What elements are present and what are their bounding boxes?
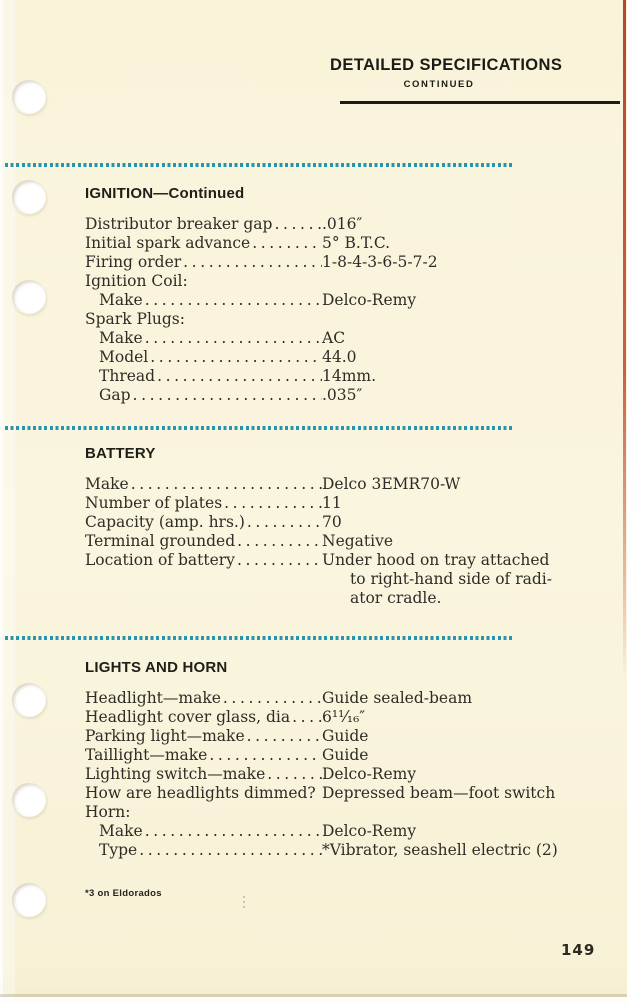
spec-value: Delco-Remy — [322, 291, 417, 309]
spec-row — [85, 708, 577, 727]
spec-label: Headlight—make — [85, 689, 221, 707]
spec-group-row — [85, 272, 577, 291]
spec-row — [85, 329, 577, 348]
section-lights-and-horn — [85, 658, 577, 860]
page-header — [330, 56, 563, 90]
spec-value: Delco-Remy — [322, 822, 417, 840]
spec-label: Thread — [99, 367, 156, 385]
binding-hole — [12, 80, 46, 114]
spec-rows — [85, 215, 577, 405]
spec-value: 70 — [322, 513, 342, 531]
spec-label: Type — [99, 841, 138, 859]
spec-label: Lighting switch—make — [85, 765, 266, 783]
spec-label: Initial spark advance — [85, 234, 251, 252]
spec-value: Depressed beam—foot switch — [322, 784, 556, 802]
spec-row — [85, 532, 577, 551]
spec-label: Taillight—make — [85, 746, 208, 764]
leader-dots — [145, 822, 322, 841]
spec-row — [85, 494, 577, 513]
leader-dots — [237, 532, 322, 551]
spec-label: Headlight cover glass, dia — [85, 708, 291, 726]
spec-value: *Vibrator, seashell electric (2) — [322, 841, 558, 859]
leader-dots — [133, 386, 322, 405]
leader-dots — [209, 746, 322, 765]
page-left-edge — [0, 0, 3, 1005]
spec-label: Horn: — [85, 803, 131, 821]
section-title-lights-and-horn: LIGHTS AND HORN — [85, 659, 228, 676]
leader-dots — [274, 215, 322, 234]
page-title: DETAILED SPECIFICATIONS — [330, 56, 563, 74]
spec-label: Gap — [99, 386, 131, 404]
page-subtitle: CONTINUED — [403, 79, 475, 90]
binding-hole — [12, 783, 46, 817]
leader-dots — [145, 329, 322, 348]
spec-label: Make — [99, 329, 143, 347]
spec-value: 6¹¹⁄₁₆″ — [322, 708, 366, 726]
leader-dots — [157, 367, 322, 386]
dotted-divider — [5, 163, 513, 167]
section-title-battery: BATTERY — [85, 445, 156, 462]
binding-hole — [12, 180, 46, 214]
leader-dots — [150, 348, 322, 367]
spec-row — [85, 822, 577, 841]
spec-value-line: to right-hand side of radi- — [350, 570, 552, 588]
spec-value: .035″ — [322, 386, 363, 404]
spec-value: .016″ — [322, 215, 363, 233]
spec-value-line: Under hood on tray attached — [322, 551, 550, 569]
leader-dots — [247, 513, 322, 532]
spec-row — [85, 367, 577, 386]
leader-dots — [145, 291, 322, 310]
spec-row — [85, 765, 577, 784]
spec-value: Guide — [322, 727, 369, 745]
spec-value-line: ator cradle. — [350, 589, 442, 607]
spec-label: Ignition Coil: — [85, 272, 188, 290]
spec-label: Model — [99, 348, 149, 366]
leader-dots — [139, 841, 322, 860]
leader-dots — [183, 253, 322, 272]
spec-row-multiline — [85, 551, 577, 608]
spec-value: 44.0 — [322, 348, 357, 366]
leader-dots — [292, 708, 322, 727]
spec-group-row — [85, 803, 577, 822]
spec-label: Make — [85, 475, 129, 493]
binding-hole — [12, 883, 46, 917]
spec-row — [85, 475, 577, 494]
spec-value: AC — [322, 329, 346, 347]
leader-dots — [237, 551, 322, 570]
spec-value: Delco 3EMR70-W — [322, 475, 461, 493]
spec-value: Delco-Remy — [322, 765, 417, 783]
spec-value: Guide — [322, 746, 369, 764]
spec-row — [85, 513, 577, 532]
spec-row — [85, 291, 577, 310]
spec-value: 1-8-4-3-6-5-7-2 — [322, 253, 438, 271]
spec-value: Negative — [322, 532, 394, 550]
page-number: 149 — [561, 941, 596, 959]
leader-dots — [224, 494, 322, 513]
spec-value: 11 — [322, 494, 342, 512]
spec-row — [85, 386, 577, 405]
leader-dots — [247, 727, 322, 746]
spec-row — [85, 689, 577, 708]
spec-label: Location of battery — [85, 551, 235, 569]
spec-label: Number of plates — [85, 494, 223, 512]
spec-value: 14mm. — [322, 367, 377, 385]
leader-dots — [267, 765, 322, 784]
binding-hole — [12, 683, 46, 717]
spec-row — [85, 727, 577, 746]
leader-dots — [252, 234, 322, 253]
spec-value — [322, 551, 552, 608]
section-ignition — [85, 184, 577, 405]
spec-row-question — [85, 784, 577, 803]
leader-dots — [223, 689, 322, 708]
spec-label: Parking light—make — [85, 727, 245, 745]
spec-row — [85, 841, 577, 860]
page-bottom-edge — [0, 997, 627, 1005]
footnote: *3 on Eldorados — [85, 888, 162, 899]
spec-rows — [85, 689, 577, 860]
header-rule — [340, 101, 620, 104]
dotted-divider — [5, 426, 513, 430]
dotted-divider — [5, 636, 513, 640]
spec-label: Capacity (amp. hrs.) — [85, 513, 245, 531]
section-title-ignition: IGNITION—Continued — [85, 185, 245, 202]
page-right-red-edge — [623, 0, 626, 680]
spec-label: Make — [99, 291, 143, 309]
spec-group-row — [85, 310, 577, 329]
spec-label: Terminal grounded — [85, 532, 236, 550]
scan-smudge — [243, 896, 245, 908]
section-battery — [85, 444, 577, 608]
spec-row — [85, 746, 577, 765]
spec-row — [85, 348, 577, 367]
spec-value: Guide sealed-beam — [322, 689, 473, 707]
leader-dots — [131, 475, 322, 494]
spec-row — [85, 234, 577, 253]
spec-row — [85, 253, 577, 272]
spec-label: How are headlights dimmed? — [85, 784, 316, 802]
spec-label: Firing order — [85, 253, 182, 271]
spec-label: Make — [99, 822, 143, 840]
spec-value: 5° B.T.C. — [322, 234, 391, 252]
spec-label: Spark Plugs: — [85, 310, 185, 328]
spec-rows — [85, 475, 577, 608]
binding-hole — [12, 280, 46, 314]
spec-label: Distributor breaker gap — [85, 215, 273, 233]
spec-row — [85, 215, 577, 234]
